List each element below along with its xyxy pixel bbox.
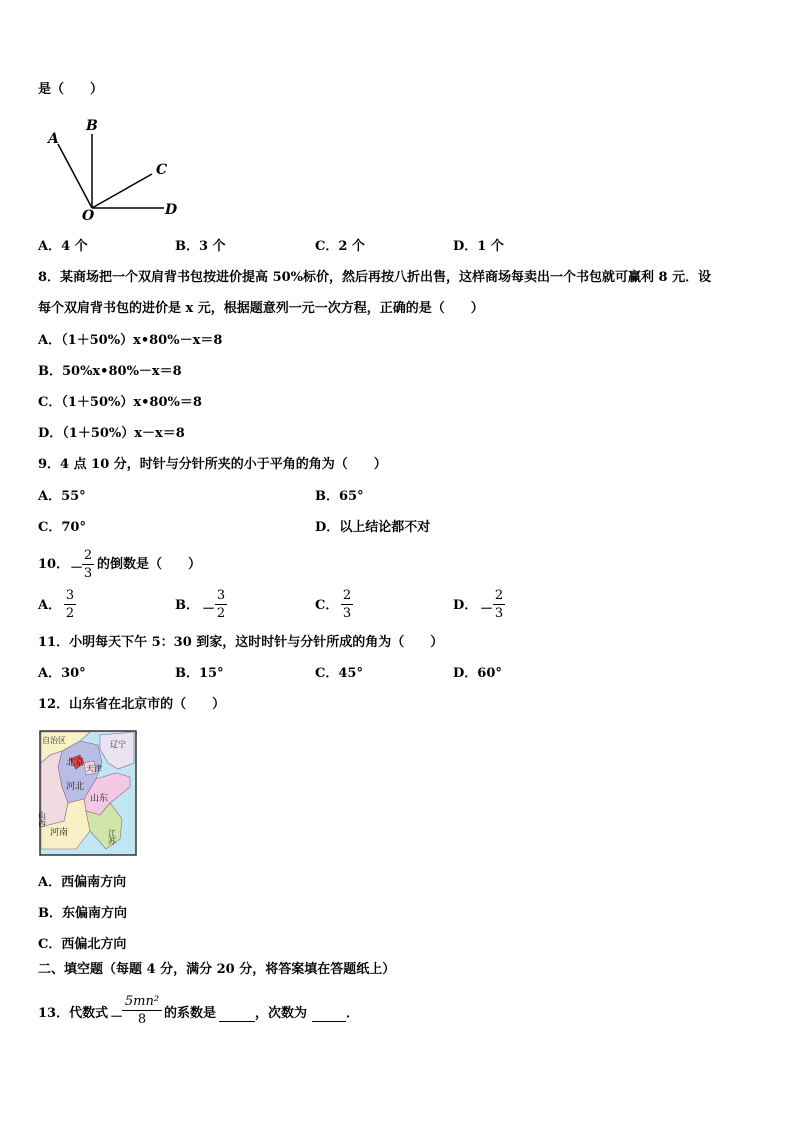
q11-option-c: C．45° <box>315 666 363 681</box>
map-label-henan: 河南 <box>50 828 69 838</box>
map-label-zizhiqu: 自治区 <box>42 736 66 745</box>
map-label-tianjin: 天津 <box>86 764 102 773</box>
q7-option-d: D．1 个 <box>453 239 504 254</box>
q10-option-a-label: A． <box>38 598 62 613</box>
q12-map <box>37 731 136 855</box>
q7-angle-figure <box>40 110 190 225</box>
q10-stem-tail: 的倒数是（ ） <box>97 557 202 572</box>
q12-option-c: C．西偏北方向 <box>38 937 127 952</box>
label-a: A <box>48 131 59 147</box>
q8-option-d: D．（1＋50%）x－x＝8 <box>38 426 185 441</box>
q13-blank-degree[interactable] <box>312 1006 346 1022</box>
q9-option-c: C．70° <box>38 520 86 535</box>
q8-option-b: B．50%x•80%－x＝8 <box>38 364 182 379</box>
label-o: O <box>82 208 95 224</box>
q9-option-a: A．55° <box>38 489 86 504</box>
q10-option-b-sign: － <box>202 602 216 617</box>
q13-mid: 的系数是 <box>164 1006 217 1021</box>
q7-option-c: C．2 个 <box>315 239 365 254</box>
map-label-jiangsu: 江苏 <box>107 829 117 845</box>
q10-stem-num: 2 <box>83 548 93 563</box>
q10-d-den: 3 <box>494 606 504 621</box>
q10-stem-fraction <box>82 548 94 581</box>
q11-option-d: D．60° <box>453 666 502 681</box>
q10-a-den: 2 <box>65 606 75 621</box>
q10-number: 10． <box>38 557 70 572</box>
q11-stem: 11．小明每天下午 5：30 到家，这时时针与分针所成的角为（ ） <box>38 635 444 650</box>
q9-stem: 9．4 点 10 分，时针与分针所夹的小于平角的角为（ ） <box>38 457 387 472</box>
q13-frac-num: 5mn² <box>124 994 160 1009</box>
q8-option-a: A．（1＋50%）x•80%－x＝8 <box>38 333 223 348</box>
q9-option-d: D．以上结论都不对 <box>315 520 431 535</box>
q10-option-a-fraction <box>64 588 76 621</box>
map-label-shanxi: 山西 <box>37 811 47 827</box>
q10-option-d-sign: － <box>480 602 494 617</box>
q13-minus: － <box>110 1010 124 1025</box>
q13-fraction <box>122 994 162 1027</box>
label-d: D <box>165 202 178 218</box>
q10-minus: － <box>70 561 84 576</box>
q10-option-b-label: B． <box>175 598 199 613</box>
q13-end: ． <box>346 1006 360 1021</box>
q10-option-c-label: C． <box>315 598 339 613</box>
q11-option-b: B．15° <box>175 666 224 681</box>
q12-option-b: B．东偏南方向 <box>38 906 127 921</box>
q7-option-a: A．4 个 <box>38 239 88 254</box>
q13-frac-den: 8 <box>137 1012 147 1027</box>
q13-blank-coefficient[interactable] <box>219 1006 255 1022</box>
q10-stem-den: 3 <box>83 566 93 581</box>
map-label-liaoning: 辽宁 <box>110 740 126 749</box>
q10-option-d-label: D． <box>453 598 478 613</box>
q10-c-den: 3 <box>342 606 352 621</box>
map-label-hebei: 河北 <box>66 782 85 792</box>
map-label-beijing: 北京 <box>66 758 85 768</box>
q13-number: 13．代数式 <box>38 1006 109 1021</box>
q9-option-b: B．65° <box>315 489 364 504</box>
q10-c-num: 2 <box>342 588 352 603</box>
label-b: B <box>86 118 98 134</box>
q10-option-c-fraction <box>341 588 353 621</box>
label-c: C <box>156 162 168 178</box>
q10-option-d-fraction <box>493 588 505 621</box>
section2-title: 二、填空题（每题 4 分，满分 20 分，将答案填在答题纸上） <box>38 962 396 977</box>
q8-stem-line1: 8．某商场把一个双肩背书包按进价提高 50%标价，然后再按八折出售，这样商场每卖出一个书包就可赢利 8 元．设 <box>38 270 712 285</box>
q12-stem: 12．山东省在北京市的（ ） <box>38 697 226 712</box>
q8-stem-line2: 每个双肩背书包的进价是 x 元，根据题意列一元一次方程，正确的是（ ） <box>38 301 484 316</box>
map-label-shandong: 山东 <box>90 794 109 804</box>
q7-option-b: B．3 个 <box>175 239 226 254</box>
q10-option-b-fraction <box>215 588 227 621</box>
q10-a-num: 3 <box>65 588 75 603</box>
q10-d-num: 2 <box>494 588 504 603</box>
q12-option-a: A．西偏南方向 <box>38 875 127 890</box>
q8-option-c: C．（1＋50%）x•80%＝8 <box>38 395 202 410</box>
q10-b-num: 3 <box>216 588 226 603</box>
q7-stem-tail: 是（ ） <box>38 82 104 97</box>
q11-option-a: A．30° <box>38 666 86 681</box>
q10-b-den: 2 <box>216 606 226 621</box>
q13-mid2: ，次数为 <box>255 1006 308 1021</box>
